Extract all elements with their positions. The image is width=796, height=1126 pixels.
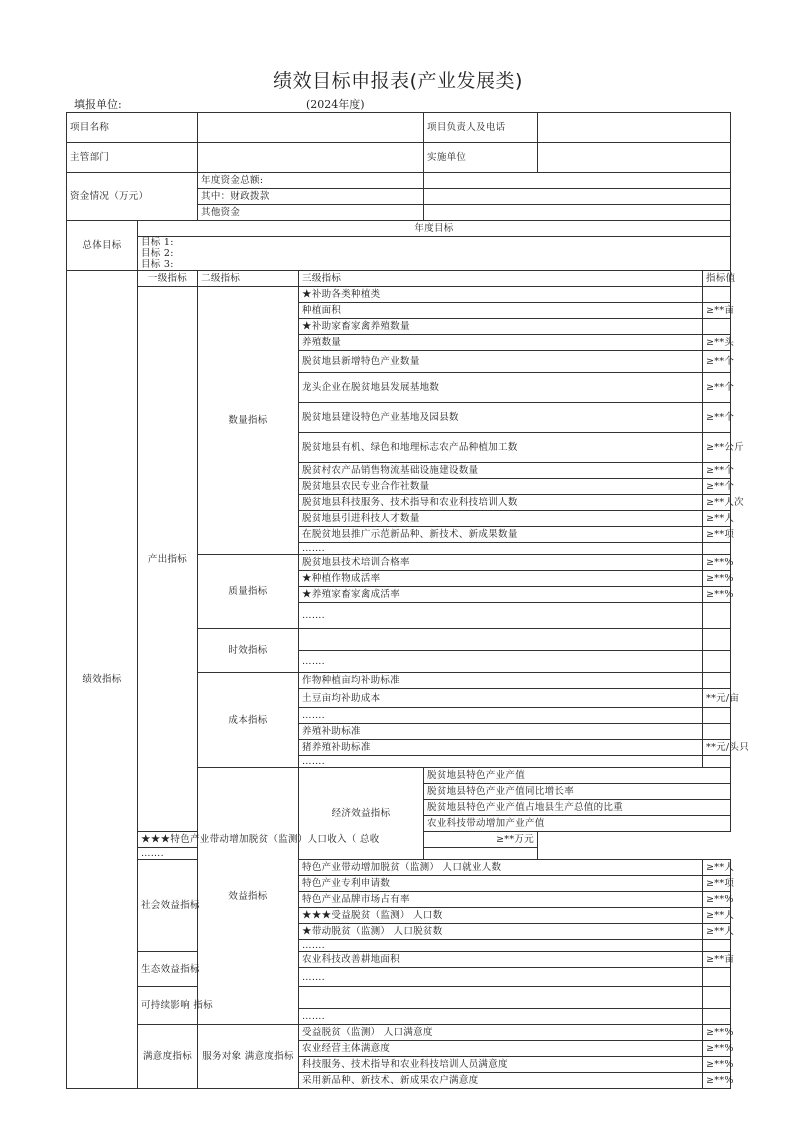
indicator-value[interactable] [703,756,731,768]
indicator-name: ……. [299,708,703,724]
implement-value[interactable] [538,143,731,173]
indicator-value[interactable]: ≥**项 [703,876,731,892]
indicator-value[interactable]: ≥**亩 [703,303,731,319]
year-label: (2024年度) [306,98,365,111]
indicator-name: 养殖数量 [299,335,703,351]
indicator-value[interactable] [703,987,731,1009]
indicator-value[interactable]: ≥**亩 [703,952,731,968]
indicator-name: 脱贫地县技术培训合格率 [299,555,703,571]
page-title: 绩效目标申报表(产业发展类) [273,70,523,92]
indicator-name [299,629,703,651]
indicator-name: 脱贫村农产品销售物流基础设施建设数量 [299,463,703,479]
indicator-name: 特色产业专利申请数 [299,876,703,892]
indicator-name: 特色产业品牌市场占有率 [299,892,703,908]
goal-2[interactable]: 目标 2: [138,248,731,259]
funds-fiscal-label: 其中：财政拨款 [198,189,424,205]
annual-goal-header: 年度目标 [138,221,731,237]
indicator-value[interactable] [703,629,731,651]
indicator-name: ★补助家畜家禽养殖数量 [299,319,703,335]
benefit-indicator-label: 效益指标 [198,768,299,1025]
indicator-name: 脱贫地县特色产业产值同比增长率 [424,784,731,800]
indicator-name: 种植面积 [299,303,703,319]
indicator-name: 脱贫地县特色产业产值占地县生产总值的比重 [424,800,731,816]
quality-indicator-label: 质量指标 [198,555,299,629]
indicator-value[interactable] [703,603,731,629]
indicator-name: 土豆亩均补助成本 [299,689,703,708]
indicator-value[interactable]: ≥**个 [703,479,731,495]
header-value: 指标值 [703,271,731,287]
indicator-name: 猪养殖补助标准 [299,740,703,756]
department-value[interactable] [198,143,424,173]
indicator-name: 脱贫地县有机、绿色和地理标志农产品种植加工数 [299,433,703,463]
indicator-name: 特色产业带动增加脱贫（监测） 人口就业人数 [299,860,703,876]
social-indicator-label: 社会效益指标 [138,860,198,952]
indicator-value[interactable]: ≥**% [703,1057,731,1073]
timeliness-indicator-label: 时效指标 [198,629,299,673]
indicator-name: 脱贫地县特色产业产值 [424,768,731,784]
indicator-value[interactable] [703,724,731,740]
indicator-value[interactable] [703,319,731,335]
indicator-value[interactable] [703,287,731,303]
department-label: 主管部门 [67,143,198,173]
performance-label: 绩效指标 [67,271,138,1089]
indicator-value[interactable]: ≥**人 [703,860,731,876]
indicator-name: 龙头企业在脱贫地县发展基地数 [299,373,703,403]
indicator-name: 养殖补助标准 [299,724,703,740]
indicator-name: 脱贫地县建设特色产业基地及园县数 [299,403,703,433]
indicator-value[interactable]: **元/亩 [703,689,731,708]
header-level2: 二级指标 [198,271,299,287]
indicator-value[interactable] [703,673,731,689]
indicator-value[interactable] [703,940,731,952]
indicator-name: 采用新品种、新技术、新成果农户满意度 [299,1073,703,1089]
header-level1: 一级指标 [138,271,198,287]
indicator-name: 脱贫地县引进科技人才数量 [299,511,703,527]
indicator-name: ……. [299,603,703,629]
project-name-label: 项目名称 [67,113,198,143]
economic-indicator-label: 经济效益指标 [299,768,424,860]
cost-indicator-label: 成本指标 [198,673,299,768]
indicator-name: 农业经营主体满意度 [299,1041,703,1057]
funds-total-label: 年度资金总额: [198,173,424,189]
indicator-value[interactable]: ≥**% [703,555,731,571]
sustainable-indicator-label: 可持续影响 指标 [138,987,198,1025]
indicator-value[interactable]: **元/头只 [703,740,731,756]
indicator-name: ★带动脱贫（监测） 人口脱贫数 [299,924,703,940]
indicator-value[interactable] [703,968,731,987]
indicator-value[interactable] [424,848,538,860]
indicator-name: ★补助各类种植类 [299,287,703,303]
quantity-indicator-label: 数量指标 [198,287,299,555]
goal-3[interactable]: 目标 3: [138,259,731,271]
indicator-value[interactable]: ≥**个 [703,351,731,373]
indicator-value[interactable]: ≥**项 [703,527,731,543]
service-satisfaction-label: 服务对象 满意度指标 [198,1025,299,1089]
indicator-value[interactable]: ≥**% [703,1073,731,1089]
funds-fiscal-value[interactable] [424,189,731,205]
indicator-name: 科技服务、技术指导和农业科技培训人员满意度 [299,1057,703,1073]
indicator-value[interactable]: ≥**个 [703,373,731,403]
satisfaction-indicator-label: 满意度指标 [138,1025,198,1089]
overall-goal-label: 总体目标 [67,221,138,271]
indicator-value[interactable] [703,708,731,724]
indicator-name [299,987,703,1009]
funds-total-value[interactable] [424,173,731,189]
indicator-value[interactable] [703,1009,731,1025]
indicator-value[interactable] [703,543,731,555]
header-level3: 三级指标 [299,271,703,287]
indicator-value[interactable]: ≥**个 [703,463,731,479]
output-indicator-label: 产出指标 [138,287,198,832]
indicator-name: ★种植作物成活率 [299,571,703,587]
goal-1[interactable]: 目标 1: [138,237,731,249]
funds-label: 资金情况（万元） [67,173,198,221]
indicator-value[interactable]: ≥**人 [703,511,731,527]
indicator-value[interactable]: ≥**% [703,571,731,587]
indicator-value[interactable]: ≥**% [703,1025,731,1041]
indicator-value[interactable]: ≥**万元 [424,832,538,848]
indicator-name: 农业科技带动增加产业产值 [424,816,731,832]
fill-unit-label: 填报单位: [74,98,122,111]
indicator-name: 作物种植亩均补助标准 [299,673,703,689]
project-name-value[interactable] [198,113,424,143]
indicator-name: ★★★受益脱贫（监测） 人口数 [299,908,703,924]
indicator-name: ★养殖家畜家禽成活率 [299,587,703,603]
indicator-name: ……. [299,1009,703,1025]
indicator-name: ★★★特色产业带动增加脱贫（监测）人口收入（ 总收 [138,832,424,848]
indicator-value[interactable]: ≥**人次 [703,495,731,511]
indicator-name: ……. [299,968,703,987]
funds-other-value[interactable] [424,205,731,221]
indicator-value[interactable]: ≥**% [703,1041,731,1057]
indicator-value[interactable] [703,651,731,673]
indicator-name: 在脱贫地县推广示范新品种、新技术、新成果数量 [299,527,703,543]
implement-label: 实施单位 [424,143,538,173]
indicator-value[interactable]: ≥**% [703,587,731,603]
indicator-name: ……. [299,756,703,768]
indicator-value[interactable]: ≥**公斤 [703,433,731,463]
indicator-value[interactable]: ≥**人 [703,908,731,924]
performance-table [66,112,750,1089]
indicator-name: ……. [299,543,703,555]
responsible-value[interactable] [538,113,731,143]
indicator-name: ……. [138,848,424,860]
indicator-value[interactable]: ≥**% [703,892,731,908]
indicator-value[interactable]: ≥**头 [703,335,731,351]
funds-other-label: 其他资金 [198,205,424,221]
responsible-label: 项目负责人及电话 [424,113,538,143]
indicator-name: ……. [299,940,703,952]
indicator-value[interactable]: ≥**人 [703,924,731,940]
indicator-name: 脱贫地县农民专业合作社数量 [299,479,703,495]
ecological-indicator-label: 生态效益指标 [138,952,198,987]
indicator-name: 受益脱贫（监测） 人口满意度 [299,1025,703,1041]
indicator-name: 农业科技改善耕地面积 [299,952,703,968]
indicator-name: ……. [299,651,703,673]
indicator-name: 脱贫地县新增特色产业数量 [299,351,703,373]
indicator-value[interactable]: ≥**个 [703,403,731,433]
indicator-name: 脱贫地县科技服务、技术指导和农业科技培训人数 [299,495,703,511]
